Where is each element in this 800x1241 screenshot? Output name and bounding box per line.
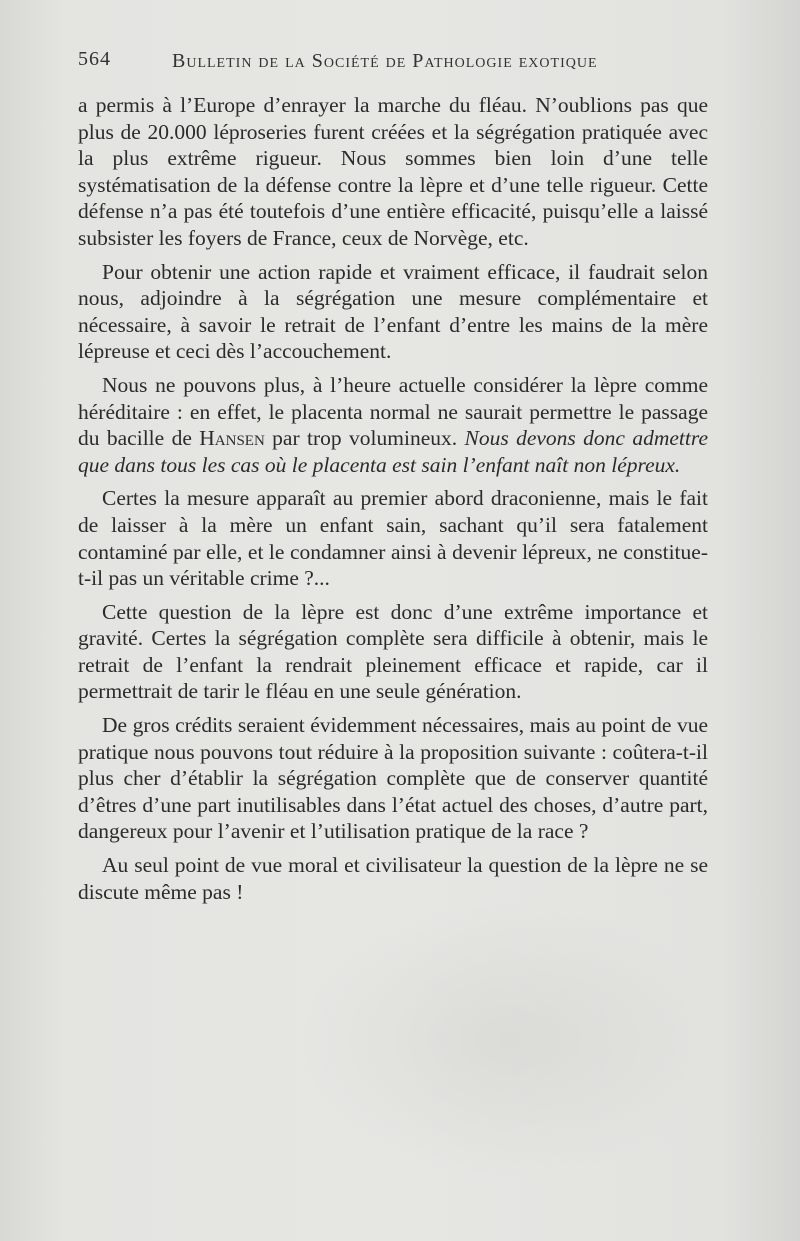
- paragraph: Pour obtenir une action rapide et vraiment efficace, il faudrait selon nous, adjoindre à la ségrégation une mesure complémentaire et nécessaire, à savoir le retrait de l’enfant d’entre les mains de la mère lépreuse et ceci dès l’accouchement.: [78, 259, 708, 364]
- paragraph: [78, 372, 708, 478]
- paragraph: a permis à l’Europe d’enrayer la marche du fléau. N’oublions pas que plus de 20.000 léproseries furent créées et la ségrégation pratiquée avec la plus extrême rigueur. Nous sommes bien loin d’une telle systématisation de la défense contre la lèpre et d’une telle rigueur. Cette défense n’a pas été toutefois d’une entière efficacité, puisqu’elle a laissé subsister les foyers de France, ceux de Norvège, etc.: [78, 93, 708, 250]
- paragraph-text: Nous ne pouvons plus, à l’heure actuelle considérer la lèpre comme héréditaire : en effet, le placenta normal ne saurait permettre le passage du bacille de: [78, 372, 708, 451]
- paragraph-text: par trop volumineux.: [264, 426, 465, 451]
- paragraph: Au seul point de vue moral et civilisateur la question de la lèpre ne se discute même pas !: [78, 853, 708, 904]
- page-header: [78, 48, 638, 78]
- paragraph: Cette question de la lèpre est donc d’une extrême importance et gravité. Certes la ségrégation complète sera difficile à obtenir, mais le retrait de l’enfant la rendrait pleinement efficace et rapide, car il permettrait de tarir le fléau en une seule génération.: [78, 599, 708, 704]
- running-title: Bulletin de la Société de Pathologie exotique: [172, 50, 598, 72]
- page-number: 564: [78, 48, 111, 70]
- paragraph: De gros crédits seraient évidemment nécessaires, mais au point de vue pratique nous pouvons tout réduire à la proposition suivante : coûtera-t-il plus cher d’établir la ségrégation complète que de conserver quantité d’êtres d’une part inutilisables dans l’état actuel des choses, d’autre part, dangereux pour l’avenir et l’utilisation pratique de la race ?: [78, 713, 708, 844]
- show-through-shadow: [300, 900, 720, 1180]
- italic-conclusion: Nous devons donc admettre que dans tous les cas où le placenta est sain l’enfant naît non lépreux.: [78, 426, 708, 477]
- paragraph: Certes la mesure apparaît au premier abord draconienne, mais le fait de laisser à la mère un enfant sain, sachant qu’il sera fatalement contaminé par elle, et le condamner ainsi à devenir lépreux, ne constitue-t-il pas un véritable crime ?...: [78, 486, 708, 591]
- article-body: [78, 92, 708, 912]
- author-name: Hansen: [199, 426, 265, 451]
